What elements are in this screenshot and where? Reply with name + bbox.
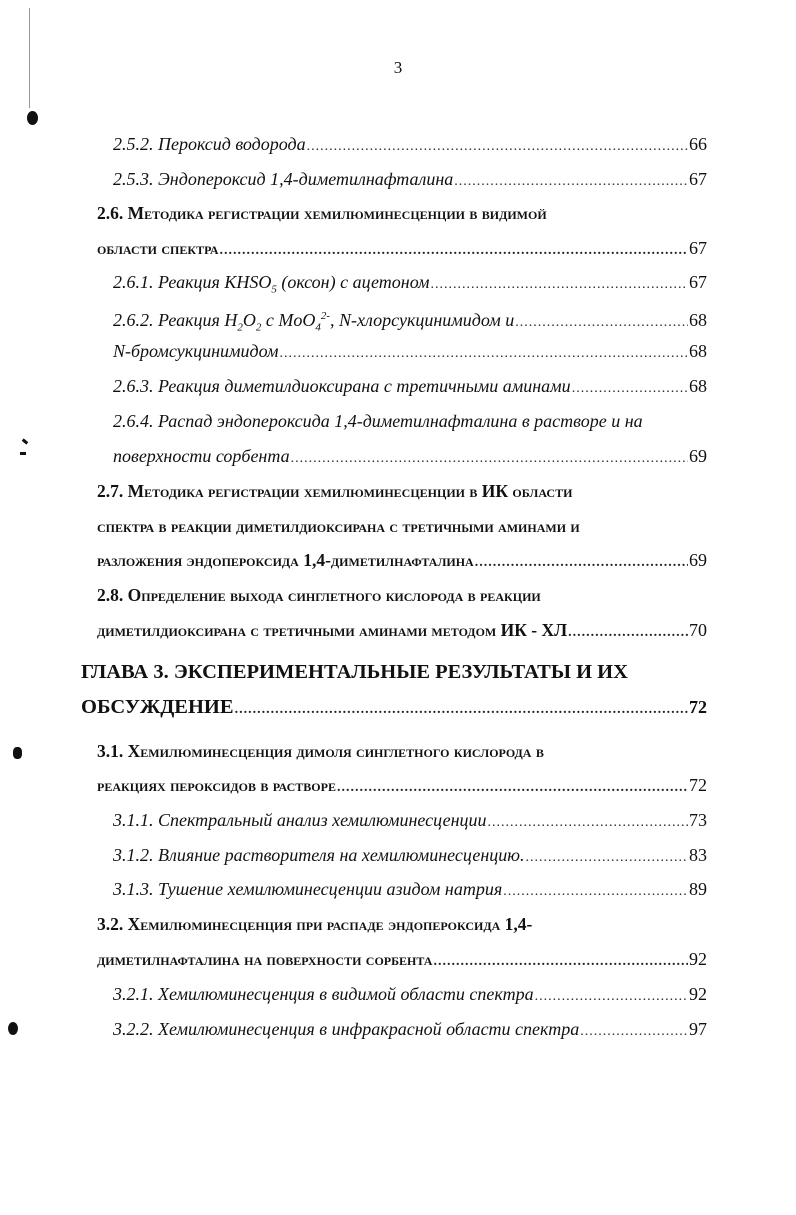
toc-label: реакциях пероксидов в растворе [97,775,336,795]
toc-entry-3-2-line1[interactable]: 3.2. Хемилюминесценция при распаде эндопероксида 1,4- [97,914,533,934]
toc-label: 2.6.3. Реакция диметилдиоксирана с третичными аминами [113,376,571,396]
toc-page-number: 97 [689,1019,707,1039]
toc-entry-2-6-3[interactable] [113,373,707,399]
toc-label: 2.5.2. Пероксид водорода [113,134,306,154]
toc-label: N-бромсукцинимидом [113,341,279,361]
toc-entry-2-6[interactable] [97,235,707,261]
toc-entry-2-5-2[interactable] [113,131,707,157]
toc-label: 3.1.2. Влияние растворителя на хемилюминесценцию. [113,845,525,865]
toc-entry-2-7[interactable] [97,547,707,573]
toc-label: ОБСУЖДЕНИЕ [81,696,234,718]
toc-label: диметилнафталина на поверхности сорбента [97,949,433,969]
toc-entry-2-8[interactable] [97,617,707,643]
scan-dot [22,438,29,444]
toc-entry-2-6-4-line1[interactable]: 2.6.4. Распад эндопероксида 1,4-диметилнафталина в растворе и на [113,411,643,431]
toc-entry-2-8-line1[interactable]: 2.8. Определение выхода синглетного кислорода в реакции [97,585,541,605]
toc-page-number: 68 [689,376,707,396]
toc-label: поверхности сорбента [113,446,290,466]
toc-page-number: 89 [689,879,707,899]
toc-page-number: 69 [689,550,707,570]
toc-leader-dots [488,810,688,836]
toc-leader-dots [515,310,688,336]
toc-page-number: 83 [689,845,707,865]
toc-page-number: 67 [689,169,707,189]
toc-entry-2-6-line1[interactable]: 2.6. Методика регистрации хемилюминесценции в видимой [97,203,547,223]
toc-entry-2-6-1[interactable] [113,269,707,295]
toc-page-number: 66 [689,134,707,154]
toc-leader-dots [337,775,688,801]
toc-leader-dots [568,620,688,646]
toc-entry-3-1[interactable] [97,772,707,798]
scan-dot [27,111,38,125]
toc-page-number: 67 [689,272,707,292]
toc-entry-3-1-line1[interactable]: 3.1. Хемилюминесценция димоля синглетного кислорода в [97,741,544,761]
toc-page-number: 69 [689,446,707,466]
toc-leader-dots [454,169,688,195]
toc-label: 3.1.1. Спектральный анализ хемилюминесценции [113,810,487,830]
toc-leader-dots [279,341,688,367]
toc-entry-3-1-1[interactable] [113,807,707,833]
toc-entry-3-2[interactable] [97,946,707,972]
toc-leader-dots [525,845,688,871]
toc-leader-dots [572,376,688,402]
toc-page-number: 67 [689,238,707,258]
scan-dot [8,1022,18,1035]
toc-label: 3.1.3. Тушение хемилюминесценции азидом натрия [113,879,503,899]
toc-leader-dots [535,984,688,1010]
toc-label: диметилдиоксирана с третичными аминами методом ИК - ХЛ [97,620,568,640]
page-number: 3 [393,58,403,77]
toc-page-number: 72 [689,775,707,795]
toc-page-number: 92 [689,949,707,969]
toc-label: 2.6.2. Реакция $H_2O_2$ с MoO$_4^{2-}$, N-хлорсукцинимидом и [113,310,515,334]
scan-dot [13,747,22,759]
toc-leader-dots [431,272,688,298]
toc-page-number: 68 [689,341,707,361]
toc-entry-2-6-4[interactable] [113,443,707,469]
toc-page-number: 70 [689,620,707,640]
toc-leader-dots [291,446,688,472]
toc-entry-3-2-1[interactable] [113,981,707,1007]
toc-label: разложения эндопероксида 1,4-диметилнафталина [97,550,474,570]
toc-label: 3.2.1. Хемилюминесценция в видимой области спектра [113,984,534,1004]
toc-entry-3-2-2[interactable] [113,1016,707,1042]
toc-entry-3-1-3[interactable] [113,876,707,902]
toc-chapter-3[interactable] [81,694,707,720]
toc-leader-dots [235,697,688,723]
toc-label: области спектра [97,238,219,258]
toc-leader-dots [220,238,688,264]
toc-leader-dots [433,949,688,975]
toc-leader-dots [580,1019,688,1045]
toc-leader-dots [475,550,688,576]
toc-page-number: 72 [689,697,707,717]
toc-entry-3-1-2[interactable] [113,842,707,868]
toc-chapter-3-line1[interactable]: ГЛАВА 3. ЭКСПЕРИМЕНТАЛЬНЫЕ РЕЗУЛЬТАТЫ И ИХ [81,661,628,683]
toc-leader-dots [503,879,688,905]
toc-label: 3.2.2. Хемилюминесценция в инфракрасной области спектра [113,1019,580,1039]
scan-dot [20,452,26,455]
toc-entry-2-7-line1[interactable]: 2.7. Методика регистрации хемилюминесценции в ИК области [97,481,573,501]
toc-entry-2-6-2[interactable] [113,303,707,334]
toc-page-number: 92 [689,984,707,1004]
toc-entry-2-6-2-cont[interactable] [113,338,707,364]
toc-label: 2.6.1. Реакция $KHSO_5$ (оксон) с ацетоном [113,272,430,296]
toc-leader-dots [307,134,688,160]
toc-entry-2-5-3[interactable] [113,166,707,192]
toc-entry-2-7-line2[interactable]: спектра в реакции диметилдиоксирана с третичными аминами и [97,516,580,536]
toc-page-number: 68 [689,310,707,330]
toc-label: 2.5.3. Эндопероксид 1,4-диметилнафталина [113,169,454,189]
toc-page-number: 73 [689,810,707,830]
